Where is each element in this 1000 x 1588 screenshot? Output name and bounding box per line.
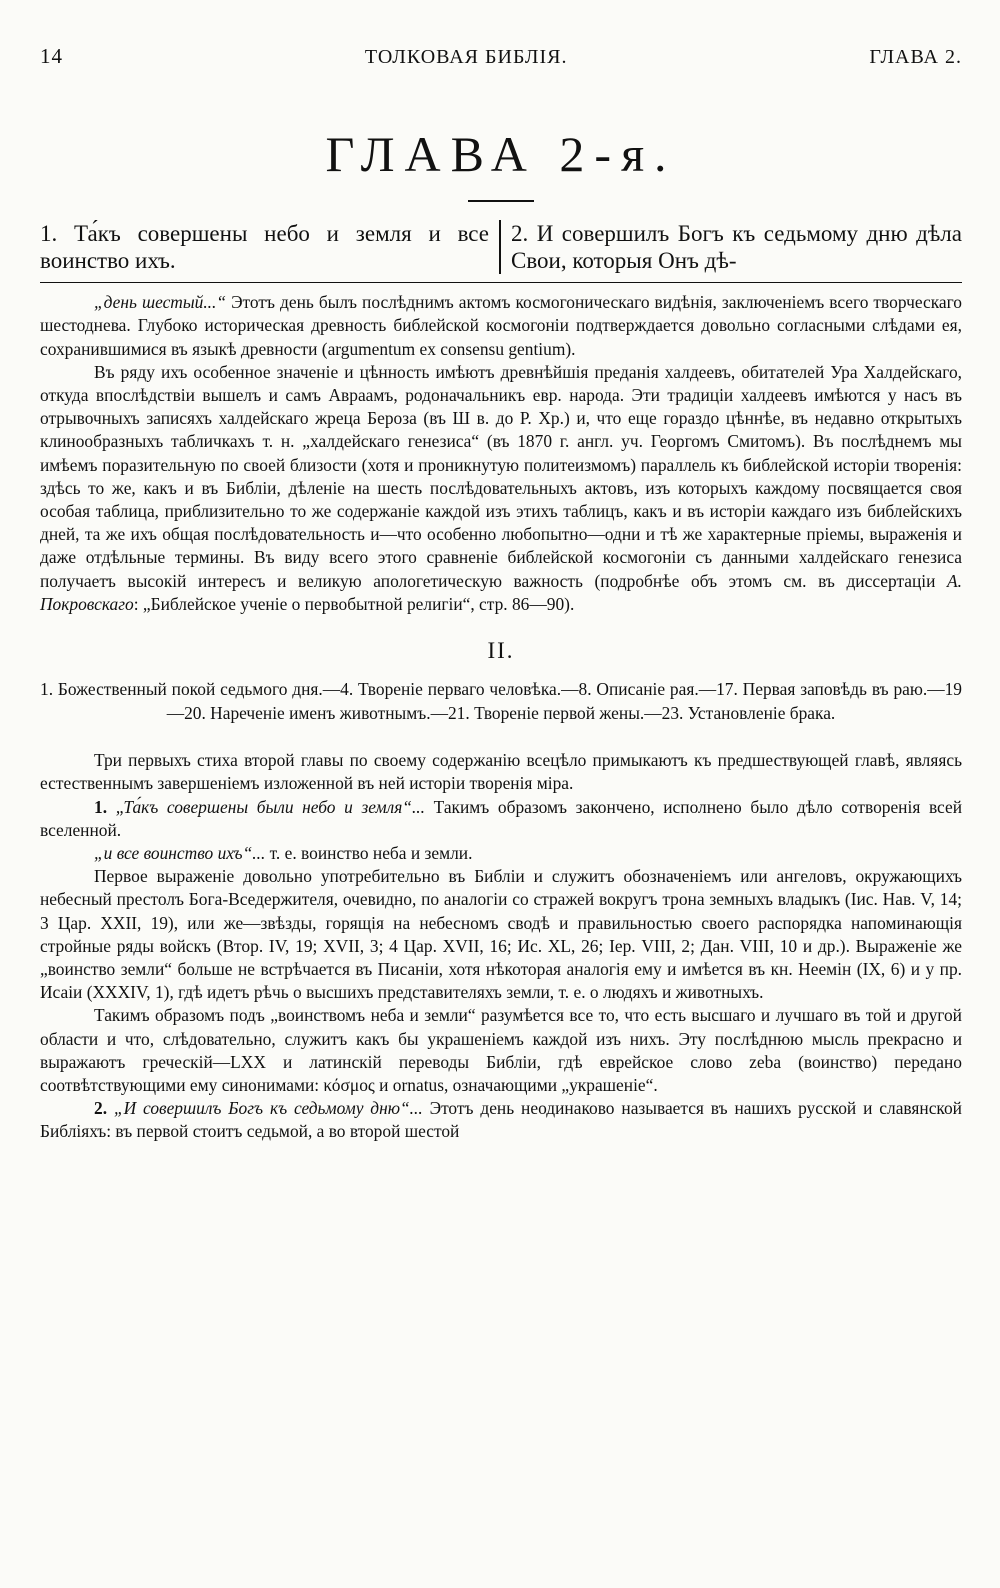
paragraph-chaldean bbox=[40, 361, 962, 616]
paragraph-day-six bbox=[40, 291, 962, 361]
verse-number: 2. bbox=[94, 1098, 108, 1119]
quote-lead: „день шестый...“ bbox=[94, 292, 227, 313]
verse-quote: „И совершилъ Богъ къ седьмому дню“... bbox=[113, 1098, 423, 1119]
chapter-label: ГЛАВА 2. bbox=[869, 46, 962, 68]
verse-column-left: 1. Та́къ совершены небо и земля и все воинство ихъ. bbox=[40, 220, 501, 274]
paragraph-text: Въ ряду ихъ особенное значеніе и цѣнность имѣютъ древнѣйшія преданія халдеевъ, обитателей Ура Халдейскаго, откуда впослѣдствіи вышелъ и самъ Авраамъ, родоначальникъ евр. народа. Эти традиціи халдеевъ имѣются у насъ въ отрывочныхъ записяхъ халдейскаго жреца Бероза (въ Ш в. до Р. Хр.) и, что еще гораздо цѣннѣе, въ недавно открытыхъ клинообразныхъ табличкахъ т. н. „халдейскаго генезиса“ (въ 1870 г. англ. уч. Георгомъ Смитомъ). Въ послѣднемъ мы имѣемъ поразительную по своей близости (хотя и проникнутую политеизмомъ) параллель къ библейской исторіи творенія: здѣсь то же, какъ и въ Библіи, дѣленіе на шесть послѣдовательныхъ актовъ, изъ которыхъ каждому посвящается своя особая таблица, приблизительно то же содержаніе каждой изъ этихъ таблицъ, какъ и въ исторіи каждаго изъ библейскихъ дней, та же ихъ общая послѣдовательность и—что особенно любопытно—одни и тѣ же характерные пріемы, выраженія и даже отдѣльные термины. Въ виду всего этого сравненіе библейской космогоніи съ данными халдейскаго генезиса получаетъ высокій интересъ и великую апологетическую важность (подробнѣе объ этомъ см. въ диссертаціи bbox=[40, 361, 962, 591]
verse-quote: „Та́къ совершены были небо и земля“... bbox=[115, 796, 426, 817]
section-numeral: II. bbox=[487, 638, 515, 664]
paragraph-verse-1b bbox=[40, 842, 962, 865]
paragraph-text: т. е. воинство неба и земли. bbox=[265, 842, 473, 863]
scripture-verses bbox=[40, 220, 962, 274]
verse-column-right: 2. И совершилъ Богъ къ седьмому дню дѣла Свои, которыя Онъ дѣ- bbox=[511, 221, 962, 274]
section-summary: 1. Божественный покой седьмого дня.—4. Твореніе перваго человѣка.—8. Описаніе рая.—17. Первая заповѣдь въ раю.—19—20. Нареченіе именъ животнымъ.—21. Твореніе первой жены.—23. Установленіе брака. bbox=[40, 679, 962, 723]
paragraph-text-end: : „Библейское ученіе о первобытной религіи“, стр. 86—90). bbox=[133, 593, 575, 614]
chapter-title: ГЛАВА 2-я. bbox=[325, 126, 677, 182]
verse-number: 1. bbox=[94, 796, 108, 817]
commentary-main bbox=[40, 749, 962, 1143]
paragraph-thus: Такимъ образомъ подъ „воинствомъ неба и земли“ разумѣется все то, что есть высшаго и лучшаго въ той и другой области и что, слѣдовательно, служитъ какъ бы украшеніемъ каждой изъ нихъ. Эту послѣднюю мысль прекрасно и выражаютъ греческій—LXX и латинскій переводы Библіи, гдѣ еврейское слово zeba (воинство) передано соотвѣтствующими ему синонимами: κόσμος и ornatus, означающими „украшеніе“. bbox=[40, 1005, 962, 1095]
paragraph-intro: Три первыхъ стиха второй главы по своему содержанію всецѣло примыкаютъ къ предшествующей главѣ, являясь естественнымъ завершеніемъ изложенной въ ней исторіи творенія міра. bbox=[40, 750, 962, 794]
page-number: 14 bbox=[40, 44, 63, 68]
commentary-top bbox=[40, 291, 962, 616]
paragraph-text: Этотъ день неодинаково называется въ нашихъ русской и славянской Библіяхъ: въ первой стоитъ седьмой, а во второй шестой bbox=[40, 1098, 962, 1142]
author-name: А. Покровскаго bbox=[40, 570, 962, 614]
verse-quote: „и все воинство ихъ“... bbox=[94, 842, 266, 863]
title-rule bbox=[468, 200, 534, 202]
paragraph-verse-2 bbox=[40, 1097, 962, 1143]
paragraph-verse-1 bbox=[40, 796, 962, 842]
paragraph-text: Этотъ день былъ послѣднимъ актомъ космогоническаго видѣнія, заключеніемъ всего творческаго шестоднева. Глубоко историческая древность библейской космогоніи подтверждается довольно согласными слѣдами ея, сохранившимися въ языкѣ древности (argumentum ex consensu gentium). bbox=[40, 292, 962, 359]
paragraph-text: Такимъ образомъ закончено, исполнено было дѣло сотворенія всей вселенной. bbox=[40, 796, 963, 840]
running-head bbox=[40, 0, 962, 69]
verse-divider bbox=[40, 282, 962, 283]
running-title: ТОЛКОВАЯ БИБЛІЯ. bbox=[364, 46, 568, 68]
paragraph-host-meaning: Первое выраженіе довольно употребительно въ Библіи и служитъ обозначеніемъ или ангеловъ, окружающихъ небесный престолъ Бога-Вседержителя, очевидно, по аналогіи со стражей вокругъ трона земныхъ владыкъ (Іис. Нав. V, 14; 3 Цар. XXII, 19), или же—звѣзды, горящія на небесномъ сводѣ и правильностью своего распорядка напоминающія стройные ряды войскъ (Втор. IV, 19; XVII, 3; 4 Цар. XVII, 16; Ис. XL, 26; Іер. VIII, 2; Дан. VIII, 10 и др.). Выраженіе же „воинство земли“ больше не встрѣчается въ Писаніи, хотя нѣкоторая аналогія ему и имѣется въ кн. Неемін (IX, 6) и у пр. Исаіи (XXXIV, 1), гдѣ идетъ рѣчь о высшихъ представителяхъ земли, т. е. о людяхъ и животныхъ. bbox=[40, 866, 962, 1003]
